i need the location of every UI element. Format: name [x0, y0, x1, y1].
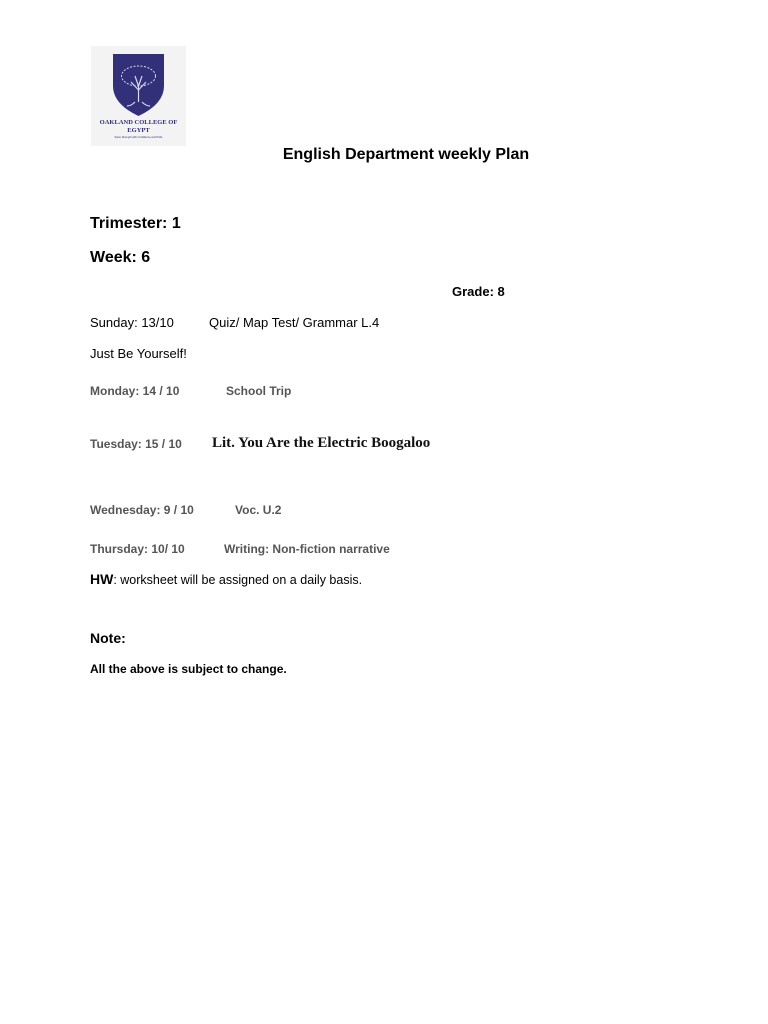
thursday-activity: Writing: Non-fiction narrative [224, 542, 390, 556]
school-logo [91, 46, 186, 146]
sunday-activity: Quiz/ Map Test/ Grammar L.4 [209, 315, 380, 330]
shield-tree-icon [91, 46, 186, 146]
trimester-heading: Trimester: 1 [90, 215, 181, 232]
homework-label: HW [90, 571, 114, 587]
week-heading: Week: 6 [90, 249, 151, 266]
document-title: English Department weekly Plan [282, 146, 530, 163]
homework-text: : worksheet will be assigned on a daily basis. [113, 573, 363, 587]
grade-label: Grade: 8 [452, 284, 505, 299]
thursday-day: Thursday: 10/ 10 [90, 542, 185, 556]
logo-tagline: Seize Strength with Confidence and Pride [114, 136, 163, 139]
note-text: All the above is subject to change. [90, 662, 287, 676]
tuesday-day: Tuesday: 15 / 10 [90, 437, 182, 451]
note-label: Note: [90, 630, 126, 646]
homework-line [90, 571, 362, 589]
motto-text: Just Be Yourself! [90, 346, 187, 361]
monday-day: Monday: 14 / 10 [90, 384, 180, 398]
sunday-day: Sunday: 13/10 [90, 315, 174, 330]
monday-activity: School Trip [226, 384, 292, 398]
logo-line2: EGYPT [127, 127, 150, 134]
wednesday-day: Wednesday: 9 / 10 [90, 503, 194, 517]
tuesday-activity: Lit. You Are the Electric Boogaloo [212, 435, 431, 451]
logo-line1: OAKLAND COLLEGE OF [99, 119, 178, 126]
wednesday-activity: Voc. U.2 [235, 503, 282, 517]
